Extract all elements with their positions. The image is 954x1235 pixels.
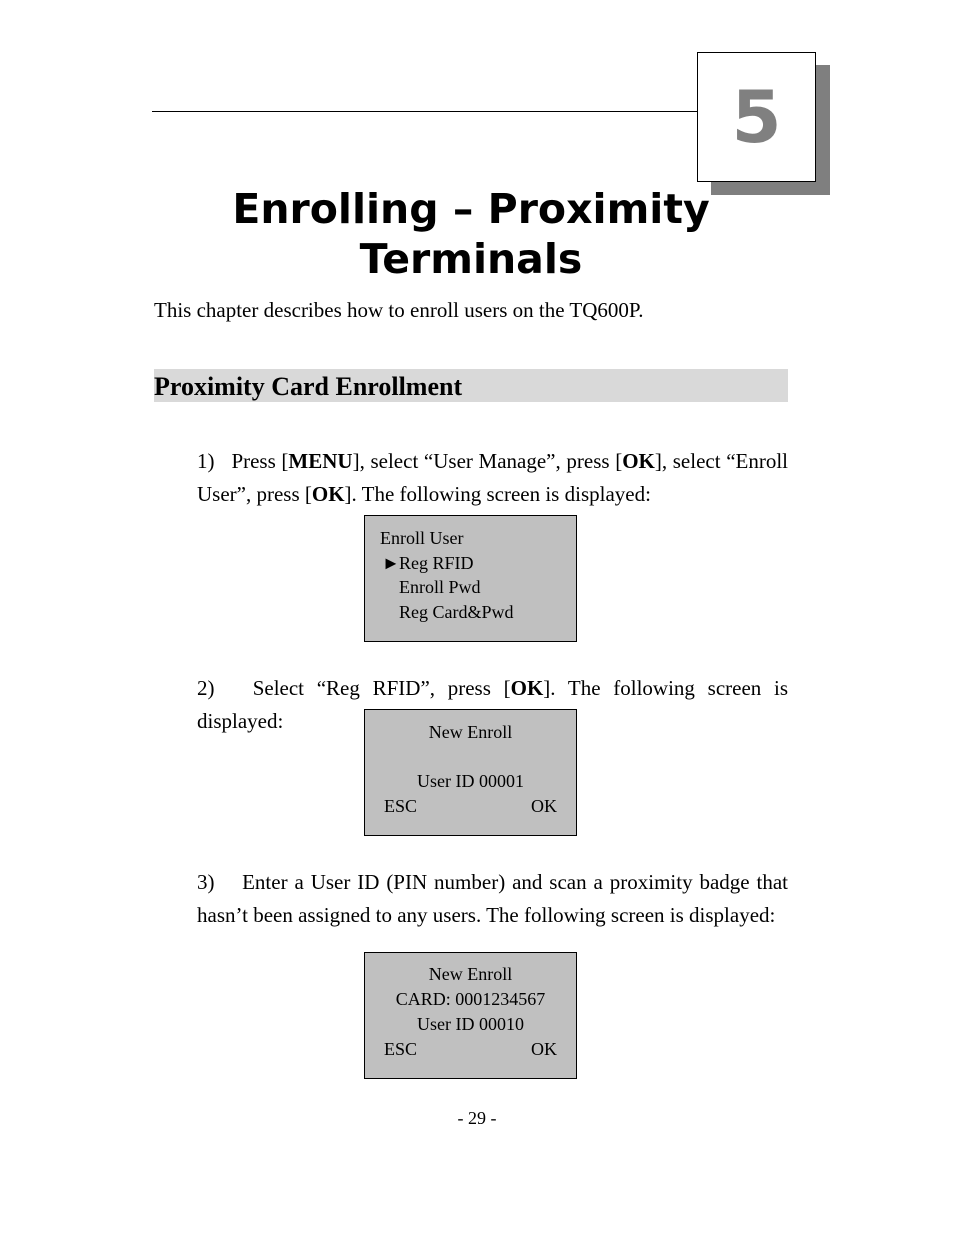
lcd-line: User ID 00001: [417, 771, 524, 791]
lcd-line: CARD: 0001234567: [395, 989, 546, 1009]
key-ok: OK: [311, 482, 345, 506]
step-text: Select “Reg RFID”, press [: [252, 676, 511, 700]
lcd-screen-enroll-user: [364, 515, 577, 642]
lcd-ok-label: OK: [531, 796, 557, 816]
page-number: - 29 -: [457, 1108, 497, 1128]
lcd-esc-label: ESC: [384, 1039, 418, 1059]
step-number: 3): [197, 870, 215, 894]
lcd-screen-card-enroll: [364, 952, 577, 1079]
intro-paragraph: This chapter describes how to enroll users on the TQ600P.: [154, 298, 644, 322]
lcd-esc-label: ESC: [384, 796, 418, 816]
lcd-line: New Enroll: [428, 722, 513, 742]
lcd-ok-label: OK: [531, 1039, 557, 1059]
step-number: 1): [197, 449, 215, 473]
selection-arrow-icon: ►: [382, 553, 400, 573]
step-1: [197, 445, 788, 511]
key-ok: OK: [622, 449, 655, 473]
step-text: ], select “Enroll User”, press [: [197, 449, 789, 506]
step-text: ], select “User Manage”, press [: [352, 449, 623, 473]
lcd-line: User ID 00010: [417, 1014, 524, 1034]
lcd-line: Reg RFID: [399, 553, 474, 573]
step-text: Enter a User ID (PIN number) and scan a proximity badge that hasn’t been assigned to any users. The following screen is displayed:: [197, 870, 789, 927]
lcd-line: Enroll Pwd: [399, 577, 481, 597]
step-text: ]. The following screen is displayed:: [344, 482, 651, 506]
step-3: [197, 866, 788, 932]
chapter-title-line-1: Enrolling – Proximity: [232, 185, 710, 233]
step-text: ]. The following screen is displayed:: [197, 676, 789, 733]
lcd-line: Enroll User: [380, 528, 464, 548]
key-ok: OK: [510, 676, 544, 700]
chapter-title-line-2: Terminals: [359, 235, 583, 283]
lcd-line: Reg Card&Pwd: [399, 602, 514, 622]
chapter-number: 5: [731, 75, 782, 159]
chapter-title: [152, 184, 790, 284]
section-heading: Proximity Card Enrollment: [154, 369, 788, 402]
step-text: Press [: [231, 449, 289, 473]
step-number: 2): [197, 676, 215, 700]
lcd-line: New Enroll: [428, 964, 513, 984]
chapter-number-box: [697, 52, 816, 182]
lcd-screen-new-enroll: [364, 709, 577, 836]
header-rule: [152, 111, 698, 112]
key-menu: MENU: [288, 449, 353, 473]
